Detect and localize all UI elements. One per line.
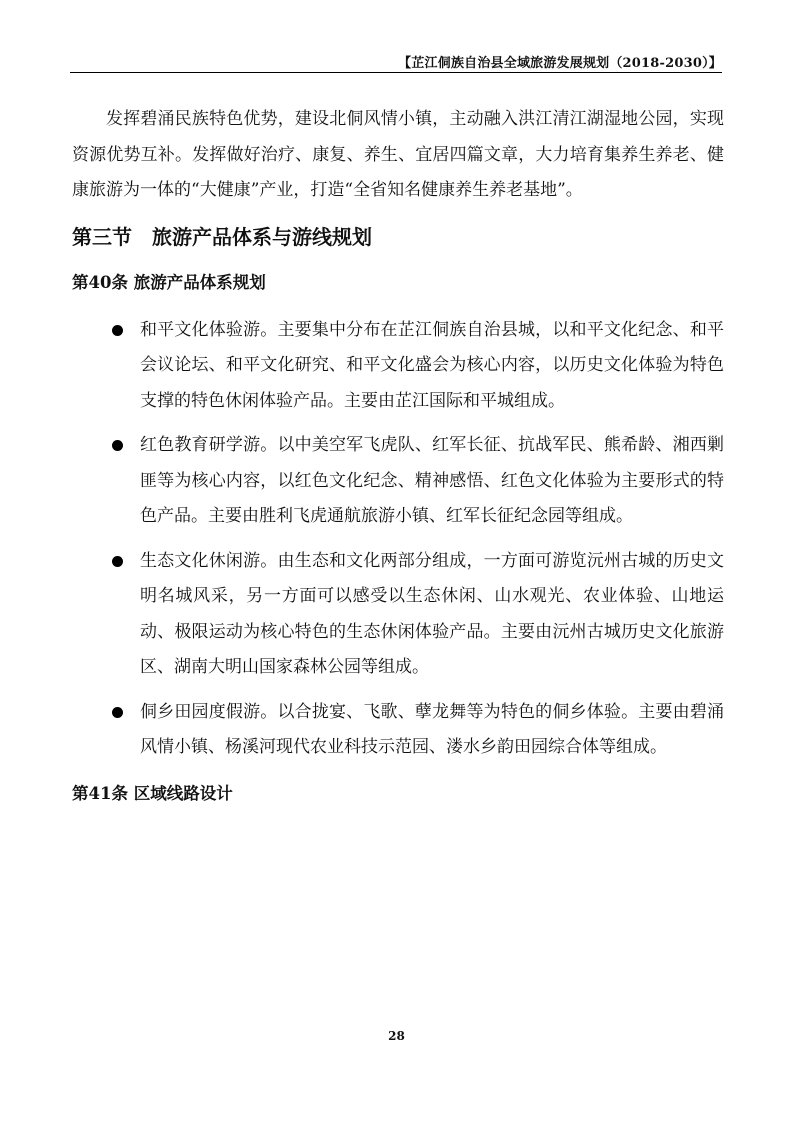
bullet-icon <box>112 325 123 336</box>
article-40-title: 第40条 旅游产品体系规划 <box>72 272 266 292</box>
page-number: 28 <box>388 1029 405 1043</box>
bullet-icon <box>112 707 123 718</box>
list-item-text: 侗乡田园度假游。以合拢宴、飞歌、孽龙舞等为特色的侗乡体验。主要由碧涌风情小镇、杨溪河现代农业科技示范园、溇水乡韵田园综合体等组成。 <box>140 701 724 757</box>
running-header: 【芷江侗族自治县全域旅游发展规划（2018-2030）】 <box>398 56 722 71</box>
list-item-text: 红色教育研学游。以中美空军飞虎队、红军长征、抗战军民、熊希龄、湘西剿匪等为核心内容，以红色文化纪念、精神感悟、红色文化体验为主要形式的特色产品。主要由胜利飞虎通航旅游小镇、红军长征纪念园等组成。 <box>140 435 724 526</box>
list-item-text: 和平文化体验游。主要集中分布在芷江侗族自治县城，以和平文化纪念、和平会议论坛、和平文化研究、和平文化盛会为核心内容，以历史文化体验为特色支撑的特色休闲体验产品。主要由芷江国际和平城组成。 <box>140 319 724 411</box>
list-item <box>72 428 724 535</box>
bullet-icon <box>112 440 123 451</box>
intro-paragraph: 发挥碧涌民族特色优势，建设北侗风情小镇，主动融入洪江清江湖湿地公园，实现资源优势互补。发挥做好治疗、康复、养生、宜居四篇文章，大力培育集养生养老、健康旅游为一体的“大健康”产业，打造“全省知名健康养生养老基地”。 <box>72 109 724 200</box>
section-title: 第三节 旅游产品体系与游线规划 <box>72 224 372 249</box>
article-41-title: 第41条 区域线路设计 <box>72 783 233 803</box>
header-divider <box>70 72 722 73</box>
list-item <box>72 544 724 686</box>
list-item <box>72 695 724 766</box>
product-list <box>72 313 724 766</box>
bullet-icon <box>112 556 123 567</box>
list-item <box>72 313 724 420</box>
list-item-text: 生态文化休闲游。由生态和文化两部分组成，一方面可游览沅州古城的历史文明名城风采，另一方面可以感受以生态休闲、山水观光、农业体验、山地运动、极限运动为核心特色的生态休闲体验产品。主要由沅州古城历史文化旅游区、湖南大明山国家森林公园等组成。 <box>140 550 724 677</box>
page-content <box>72 102 724 812</box>
